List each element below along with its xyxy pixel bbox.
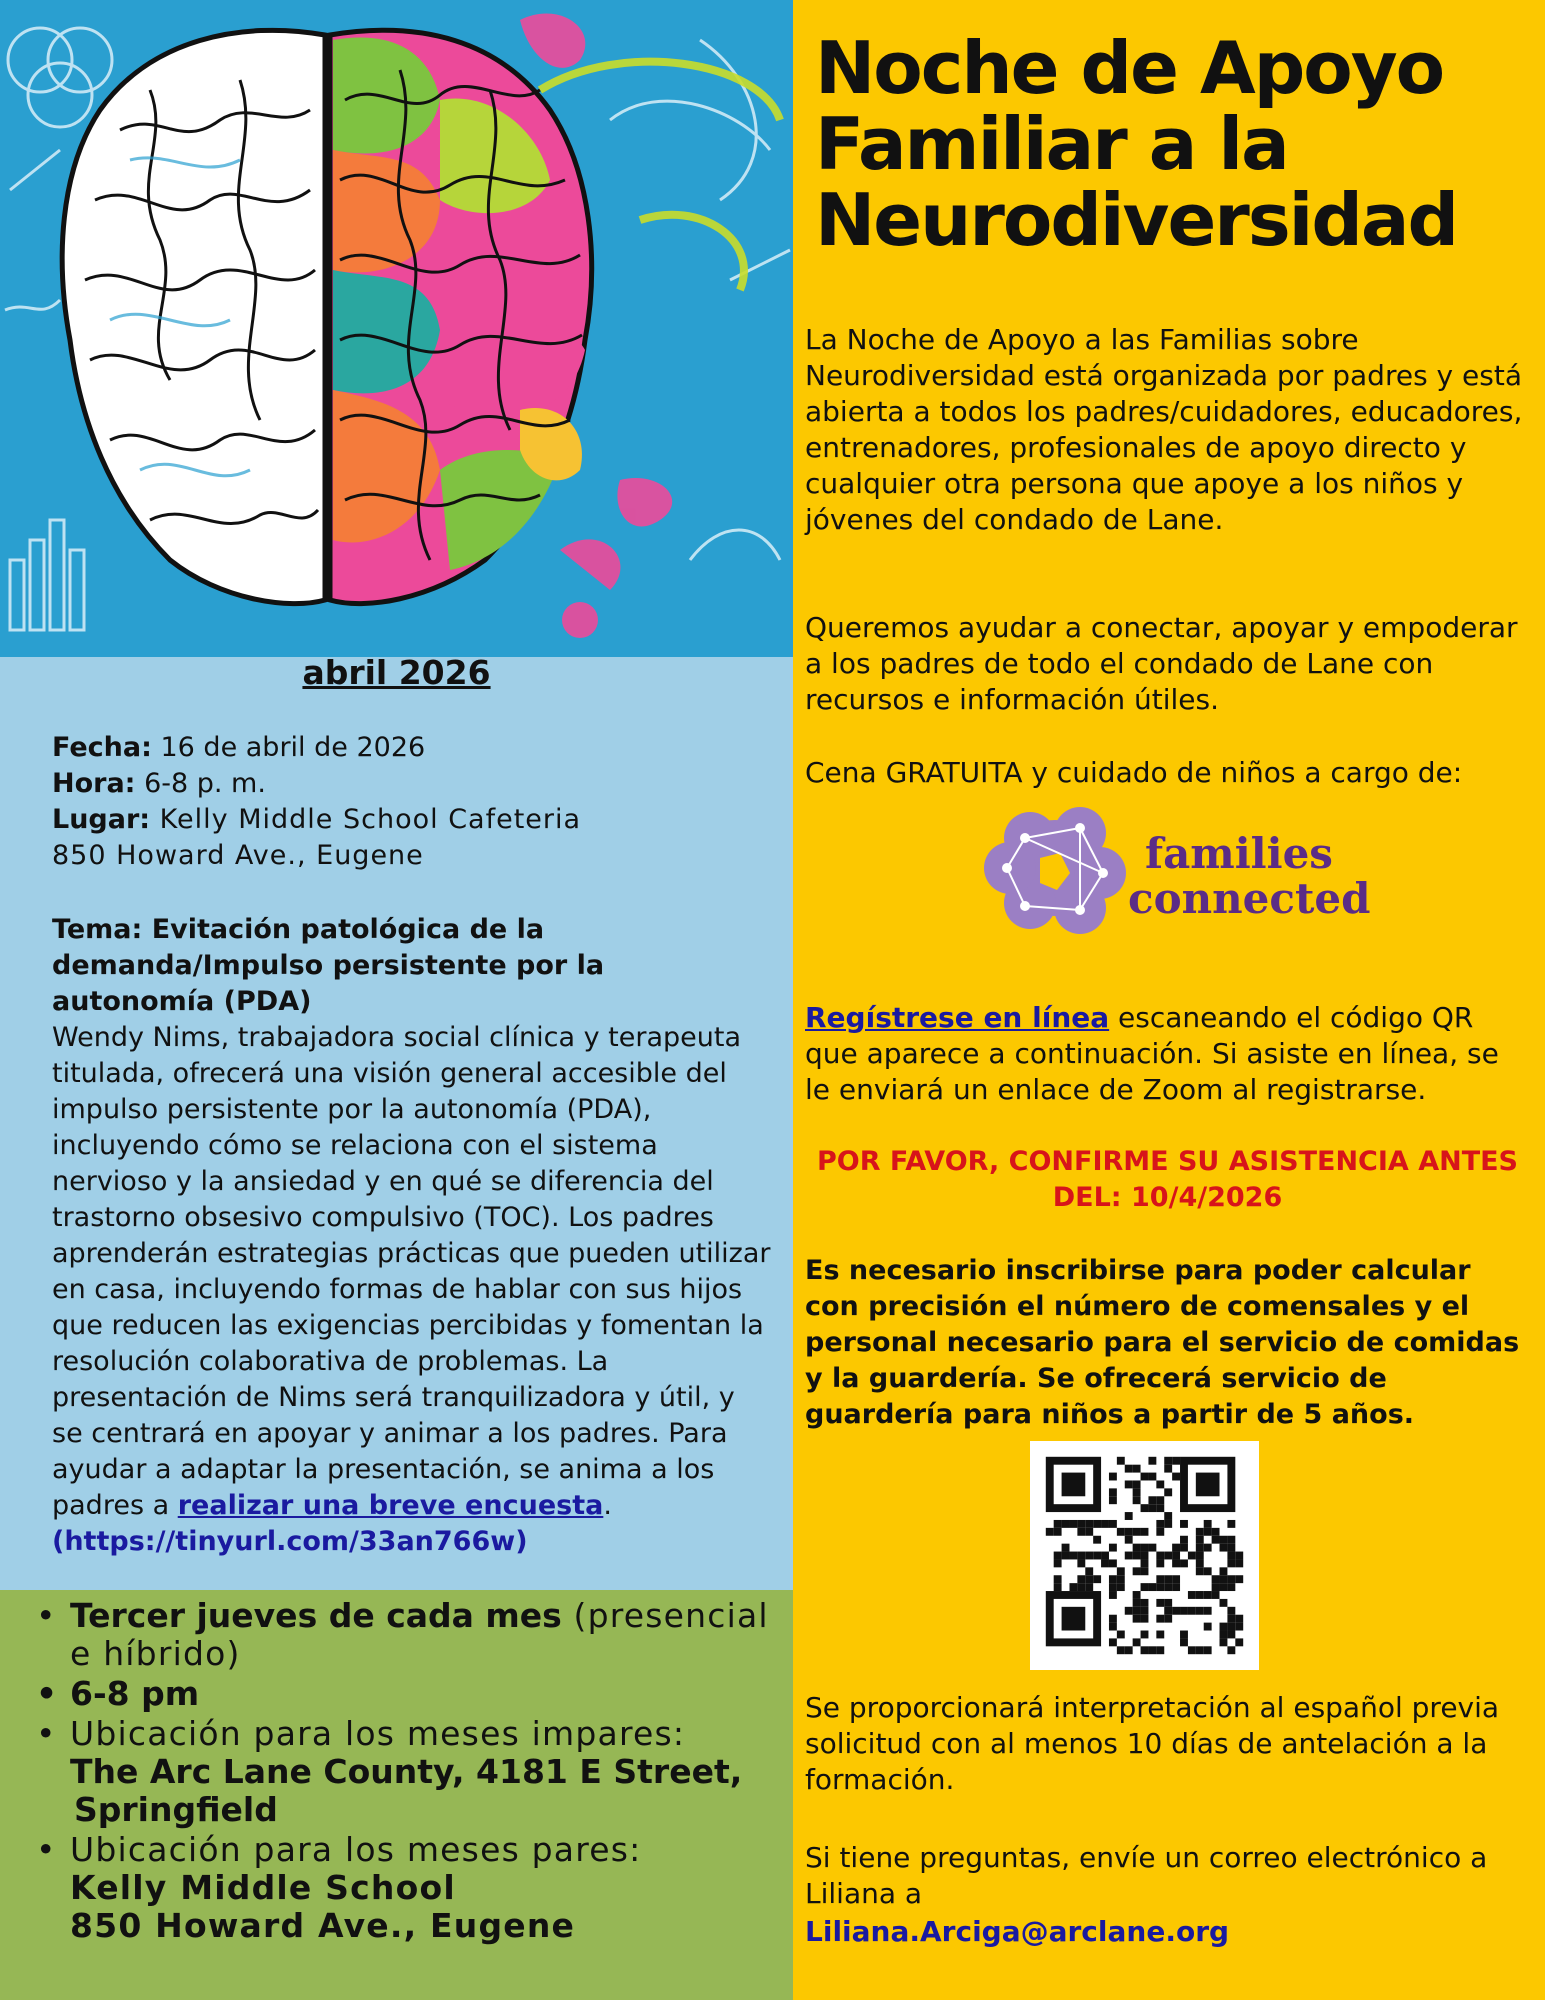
odd-months-address-line1: The Arc Lane County, 4181 E Street, <box>70 1752 743 1791</box>
topic-period: . <box>603 1490 612 1521</box>
list-item <box>30 1831 790 1945</box>
register-text: escaneando el código QR que aparece a continuación. Si asiste en línea, se le enviará un enlace de Zoom al registrarse. <box>805 1001 1499 1106</box>
survey-url[interactable]: (https://tinyurl.com/33an766w) <box>52 1526 528 1557</box>
list-item <box>30 1715 790 1829</box>
place-row <box>52 802 772 838</box>
qr-code-icon <box>1030 1441 1259 1670</box>
dinner-note: Cena GRATUITA y cuidado de niños a cargo de: <box>805 756 1463 789</box>
date-row <box>52 730 772 766</box>
logo-text-line2: connected <box>1128 874 1371 923</box>
time-label: Hora: <box>52 768 136 799</box>
date-value: 16 de abril de 2026 <box>151 732 426 763</box>
questions-note: Si tiene preguntas, envíe un correo electrónico a Liliana a <box>805 1841 1488 1910</box>
topic-description <box>52 1020 772 1524</box>
survey-link[interactable]: realizar una breve encuesta <box>177 1490 604 1521</box>
logo-text-line1: families <box>1145 829 1333 878</box>
title-line1: Noche de Apoyo <box>815 26 1444 110</box>
brain-illustration <box>0 0 793 657</box>
odd-months-address-line2: Springfield <box>74 1790 278 1829</box>
rsvp-notice <box>805 1144 1530 1216</box>
rsvp-line2: DEL: 10/4/2026 <box>1052 1182 1283 1213</box>
schedule-list <box>30 1597 790 1947</box>
families-connected-icon <box>985 798 1371 938</box>
even-months-address-line2: 850 Howard Ave., Eugene <box>70 1906 576 1945</box>
topic-section <box>52 912 772 1560</box>
qr-code[interactable] <box>1030 1441 1259 1670</box>
title-line2: Familiar a la <box>815 102 1288 186</box>
even-months-label: • Ubicación para los meses pares: <box>70 1830 642 1869</box>
register-paragraph <box>805 1000 1530 1108</box>
month-heading: abril 2026 <box>302 653 491 692</box>
place-address: 850 Howard Ave., Eugene <box>52 840 424 871</box>
date-label: Fecha: <box>52 732 152 763</box>
schedule-format: (presencial e híbrido) <box>70 1596 769 1673</box>
title-line3: Neurodiversidad <box>815 178 1458 262</box>
families-connected-logo <box>985 798 1371 938</box>
intro-paragraph: La Noche de Apoyo a las Familias sobre Neurodiversidad está organizada por padres y está abierta a todos los padres/cuidadores, educadores, entrenadores, profesionales de apoyo directo y cualquier otra persona que apoye a los niños y jóvenes del condado de Lane. <box>805 323 1523 536</box>
brain-image <box>0 0 793 657</box>
place-value: Kelly Middle School Cafeteria <box>150 804 582 835</box>
schedule-frequency: Tercer jueves de cada mes <box>70 1596 562 1635</box>
even-months-address-line1: Kelly Middle School <box>70 1868 456 1907</box>
topic-body: Wendy Nims, trabajadora social clínica y terapeuta titulada, ofrecerá una visión general accesible del impulso persistente por la autonomía (PDA), incluyendo cómo se relaciona con el sistema nervioso y la ansiedad y en qué se diferencia del trastorno obsesivo compulsivo (TOC). Los padres aprenderán estrategias prácticas que pueden utilizar en casa, incluyendo formas de hablar con sus hijos que reducen las exigencias percibidas y fomentan la resolución colaborativa de problemas. La presentación de Nims será tranquilizadora y útil, y se centrará en apoyar y animar a los padres. Para ayudar a adaptar la presentación, se anima a los padres a <box>52 1022 771 1521</box>
rsvp-line1: POR FAVOR, CONFIRME SU ASISTENCIA ANTES <box>816 1146 1519 1177</box>
list-item: • 6-8 pm <box>30 1675 790 1713</box>
contact-email[interactable]: Liliana.Arciga@arclane.org <box>805 1915 1230 1948</box>
time-row <box>52 766 772 802</box>
register-link[interactable]: Regístrese en línea <box>805 1001 1110 1034</box>
registration-required-note: Es necesario inscribirse para poder calcular con precisión el número de comensales y el personal necesario para el servicio de comidas y la guardería. Se ofrecerá servicio de guardería para niños a partir de 5 años. <box>805 1255 1520 1430</box>
place-label: Lugar: <box>52 804 151 835</box>
topic-title: Tema: Evitación patológica de la demanda/Impulso persistente por la autonomía (PDA) <box>52 914 605 1017</box>
list-item <box>30 1597 790 1673</box>
time-value: 6-8 p. m. <box>135 768 266 799</box>
mission-paragraph: Queremos ayudar a conectar, apoyar y empoderar a los padres de todo el condado de Lane con recursos e información útiles. <box>805 611 1518 716</box>
odd-months-label: • Ubicación para los meses impares: <box>70 1714 686 1753</box>
contact-email-wrap <box>805 1914 1530 1950</box>
page-title <box>815 26 1535 262</box>
event-details <box>52 730 772 874</box>
interpretation-note: Se proporcionará interpretación al español previa solicitud con al menos 10 días de antelación a la formación. <box>805 1691 1500 1796</box>
